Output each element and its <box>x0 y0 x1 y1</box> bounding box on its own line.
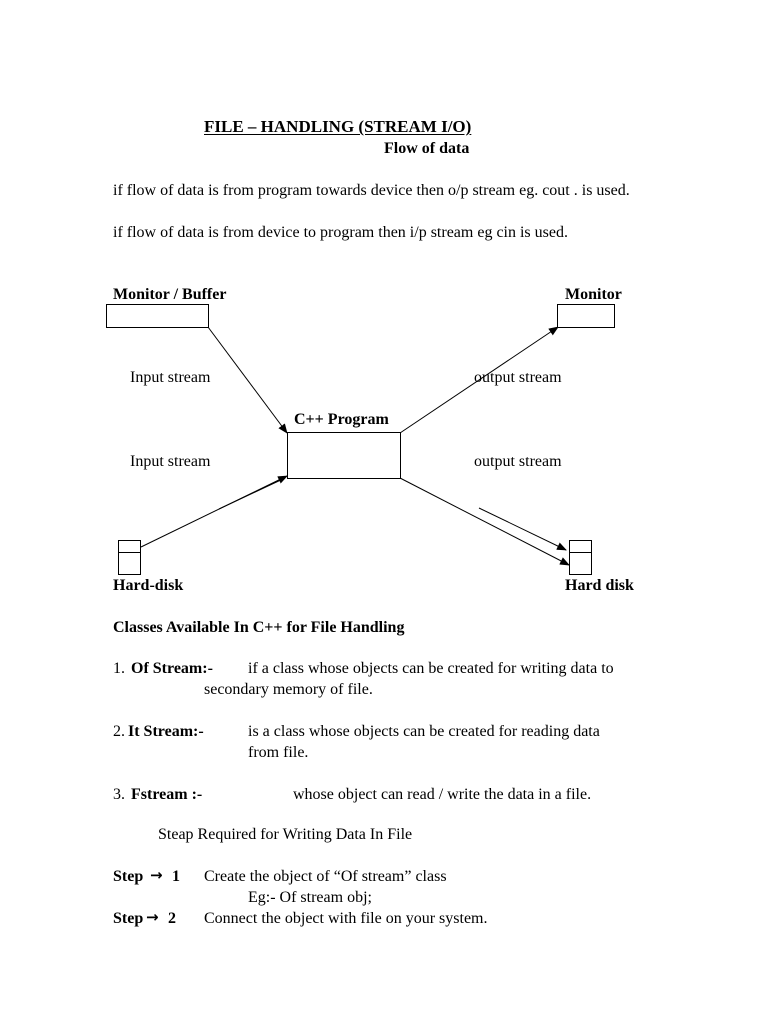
label-output-stream-upper: output stream <box>474 369 562 386</box>
intro-line-output: if flow of data is from program towards device then o/p stream eg. cout . is used. <box>113 182 630 199</box>
label-hard-disk-left: Hard-disk <box>113 577 184 594</box>
class-name: Fstream :- <box>131 786 203 803</box>
step-number: 1 <box>172 868 180 885</box>
cpp-program-box <box>287 432 401 479</box>
page-title: FILE – HANDLING (STREAM I/O) <box>204 117 472 136</box>
intro-line-input: if flow of data is from device to program then i/p stream eg cin is used. <box>113 224 568 241</box>
steps-heading: Steap Required for Writing Data In File <box>158 826 413 843</box>
label-output-stream-lower: output stream <box>474 453 562 470</box>
class-description: if a class whose objects can be created for writing data to <box>248 660 614 677</box>
class-description: is a class whose objects can be created for reading data <box>248 723 600 740</box>
right-arrow-icon: → <box>150 866 163 884</box>
label-monitor-buffer: Monitor / Buffer <box>113 286 227 303</box>
step-label: Step <box>113 868 144 885</box>
label-hard-disk-right: Hard disk <box>565 577 634 594</box>
label-input-stream-lower: Input stream <box>130 453 211 470</box>
monitor-buffer-box <box>106 304 209 328</box>
step-number: 2 <box>168 910 176 927</box>
class-name: It Stream:- <box>128 723 204 740</box>
label-monitor: Monitor <box>565 286 622 303</box>
class-number: 1. <box>113 660 125 677</box>
step-label: Step <box>113 910 144 927</box>
page-subtitle: Flow of data <box>384 140 470 157</box>
label-cpp-program: C++ Program <box>294 411 389 428</box>
label-input-stream-upper: Input stream <box>130 369 211 386</box>
class-description-cont: from file. <box>248 744 309 761</box>
step-text: Create the object of “Of stream” class <box>204 868 447 885</box>
class-description: whose object can read / write the data in a file. <box>293 786 592 803</box>
class-description-cont: secondary memory of file. <box>204 681 373 698</box>
hard-disk-left-icon <box>118 540 141 575</box>
arrow-program-to-hard-disk <box>400 478 569 565</box>
arrow-monitor-buffer-to-program <box>208 327 287 433</box>
arrow-hard-disk-to-program-accent <box>219 478 285 509</box>
hard-disk-right-icon <box>569 540 592 575</box>
monitor-box <box>557 304 615 328</box>
classes-heading: Classes Available In C++ for File Handling <box>113 619 405 636</box>
class-name: Of Stream:- <box>131 660 213 677</box>
right-arrow-icon: → <box>146 908 159 926</box>
class-number: 3. <box>113 786 125 803</box>
arrow-program-to-hard-disk-accent <box>479 508 566 550</box>
step-text: Connect the object with file on your system. <box>204 910 488 927</box>
class-number: 2. <box>113 723 125 740</box>
step-example: Eg:- Of stream obj; <box>248 889 372 906</box>
arrow-hard-disk-to-program <box>141 476 287 547</box>
